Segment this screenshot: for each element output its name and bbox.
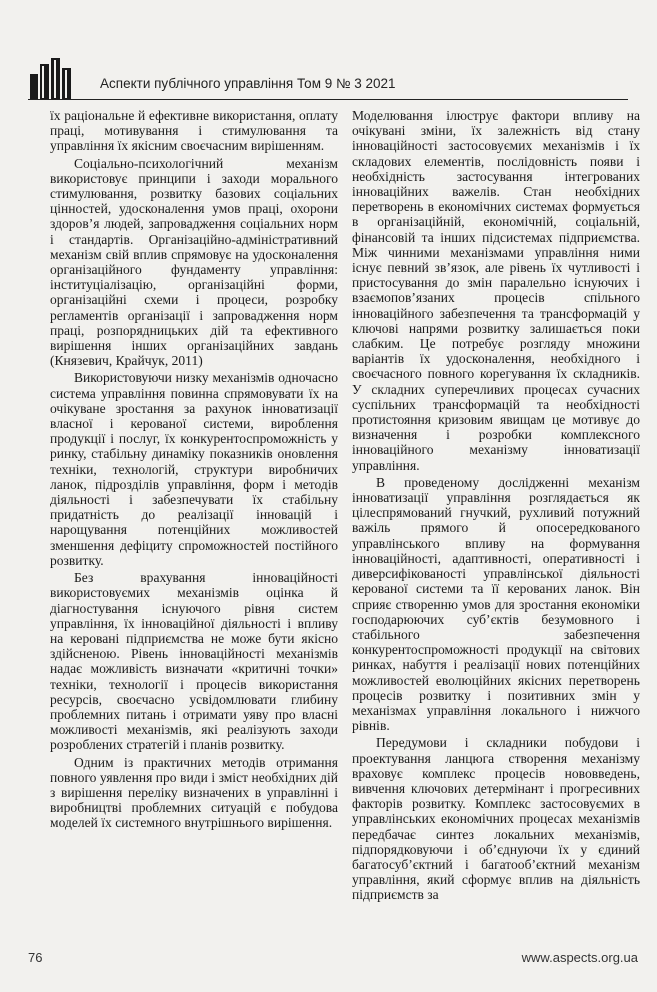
paragraph: Моделювання ілюструє фактори впливу на очікувані зміни, їх залежність від стану інноваційності застосовуємих механізмів і їх складових елементів, послідовність появи і необхідність застосування інтегрованих інноваційних важелів. Стан необхідних перетворень в економічних системах формується в організаційній, економічній, соціальній, фінансовій та інших підсистемах підприємства. Між чинними механізмами управління ними існує певний зв’язок, але рівень їх чутливості і пристосування до змін паралельно існуючих і взаємопов’язаних процесів спільного інноваційного забезпечення та трансформацій у ключові напрями розвитку залишається поки слабким. Це потребує розгляду множини варіантів їх удосконалення, необхідного і своєчасного повного корегування їх складників. У складних суперечливих процесах сучасних суспільних трансформацій та необхідності протистояння кризовим явищам це мотивує до визначення і розробки комплексного інноваційного механізму інноватизації управління. <box>352 108 640 473</box>
page-number: 76 <box>28 950 43 965</box>
paragraph: В проведеному дослідженні механізм інноватизації управління розглядається як цілеспрямований гнучкий, рухливий потужний важіль прямого й опосередкованого управлінського впливу на формування інноваційності, адаптивності, оперативності і диверсифікованості управлінської діяльності керованої системи та її керованих ланок. Він сприяє створенню умов для зростання економіки господарюючих суб’єктів безумовного і стабільного забезпечення конкурентоспроможності продукції на світових ринках, набуття і реалізації нових потенційних можливостей еволюційних якісних перетворень процесів розвитку і позитивних змін у механізмах управління локального і нижчого рівнів. <box>352 474 640 734</box>
page-header <box>28 52 628 102</box>
journal-logo-icon <box>28 56 78 100</box>
paragraph: Одним із практичних методів отримання повного уявлення про види і зміст необхідних дій з вирішення переліку визначених в управлінні і виробництві проблемних ситуацій є побудова моделей їх системного внутрішнього вирішення. <box>50 754 338 831</box>
journal-title: Аспекти публічного управління Том 9 № 3 2021 <box>100 76 396 91</box>
paragraph: Передумови і складники побудови і проектування ланцюга створення механізму враховує комплекс процесів нововведень, вивчення ключових детермінант і прогресивних факторів розвитку. Комплекс застосовуємих в управлінських економічних процесах механізмів передбачає синтез локальних механізмів, підпорядковуючи і об’єднуючи їх у єдиний багатосуб’єктний і багатооб’єктний механізм управління, який сформує вплив на діяльність підприємств за <box>352 735 640 903</box>
paragraph: Без врахування інноваційності використовуємих механізмів оцінка й діагностування існуючого рівня систем управління, їх інноваційної діяльності і впливу на керовані підприємства не може бути якісно здійсненою. Рівень інноваційності механізмів надає можливість визначати «критичні точки» техніки, технології і процесів використання ресурсів, своєчасно усвідомлювати глибину проблемних питань і отримати уяву про власні можливості механізмів, які реалізують заходи розроблених стратегій і планів розвитку. <box>50 570 338 753</box>
header-divider <box>28 99 628 100</box>
paragraph: Соціально-психологічний механізм використовує принципи і заходи морального стимулювання, розвитку базових соціальних цінностей, удосконалення умов праці, охорони здоров’я людей, запровадження соціальних норм і стандартів. Організаційно-адміністративний механізм свій вплив спрямовує на удосконалення організаційного фундаменту управління: інституціалізацію, організаційні форми, організаційні схеми і процеси, розробку регламентів організації і запровадження норм праці, розпорядницьких дій та ефективного вирішення інших організаційних завдань (Князевич, Крайчук, 2011) <box>50 155 338 369</box>
site-url: www.aspects.org.ua <box>521 950 638 965</box>
left-column <box>50 108 338 936</box>
paragraph: їх раціональне й ефективне використання, оплату праці, мотивування і стимулювання та управління їх якісним своєчасним вирішенням. <box>50 108 338 154</box>
article-body <box>50 108 640 936</box>
right-column <box>352 108 640 936</box>
page-footer <box>28 950 638 970</box>
paragraph: Використовуючи низку механізмів одночасно система управління повинна спрямовувати їх на очікуване зростання за рахунок інноватизації власної і керованої системи, вироблення продукції і послуг, їх конкурентоспроможність у ринку, стабільну динаміку показників оновлення техніки, технологій, структури виробничих ланок, підрозділів управління, форм і методів діяльності і забезпечувати їх стабільну придатність до реалізації інновацій і нарощування потенційних можливостей зменшення дефіциту спроможностей постійного розвитку. <box>50 370 338 568</box>
